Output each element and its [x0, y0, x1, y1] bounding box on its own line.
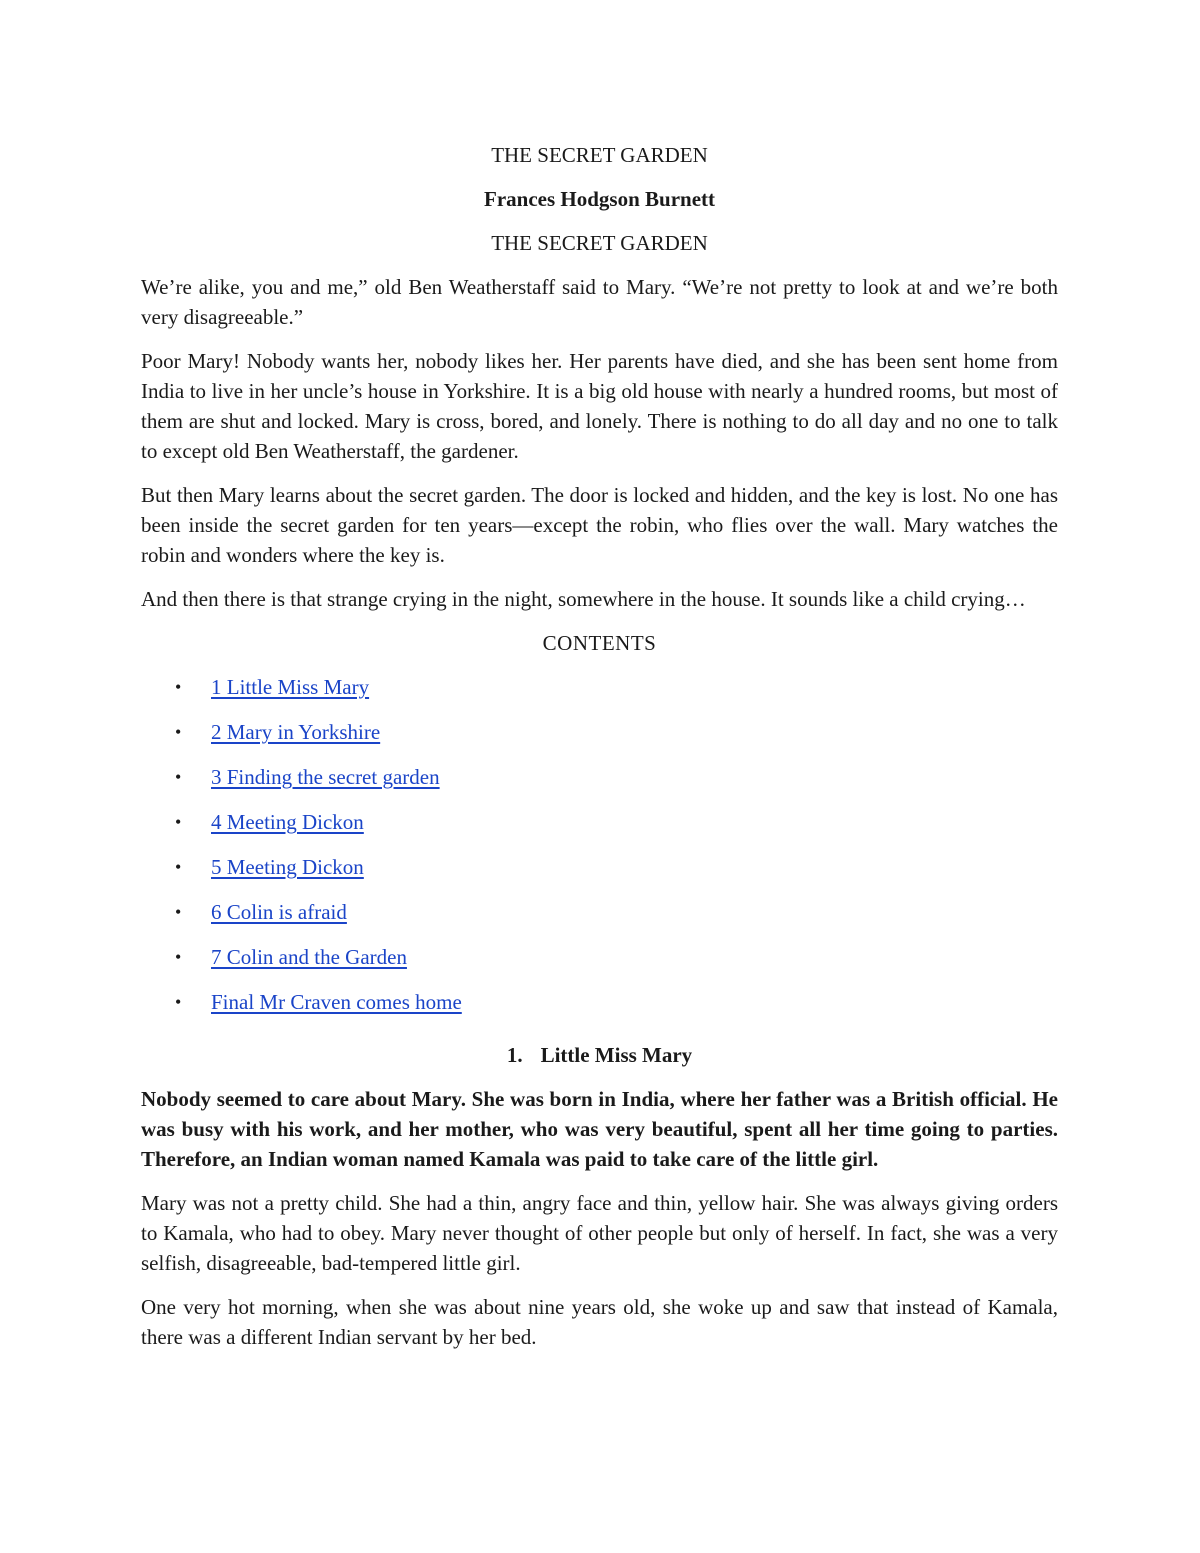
- document-title-repeat: THE SECRET GARDEN: [491, 231, 708, 255]
- chapter-heading: [141, 1040, 1058, 1070]
- toc-item: [141, 987, 1058, 1032]
- bullet-icon: •: [175, 992, 182, 1012]
- chapter-paragraph: Nobody seemed to care about Mary. She was born in India, where her father was a British official. He was busy with his work, and her mother, who was very beautiful, spent all her time going to parties. Therefore, an Indian woman named Kamala was paid to take care of the little girl.: [141, 1087, 1058, 1171]
- chapter-title: Little Miss Mary: [540, 1043, 693, 1067]
- bullet-icon: •: [175, 812, 182, 832]
- chapter-number: 1.: [506, 1043, 523, 1067]
- intro-paragraph: But then Mary learns about the secret garden. The door is locked and hidden, and the key is lost. No one has been inside the secret garden for ten years—except the robin, who flies over the wall. Mary watches the robin and wonders where the key is.: [141, 483, 1058, 567]
- table-of-contents: [141, 672, 1058, 1032]
- document-title: THE SECRET GARDEN: [491, 143, 708, 167]
- bullet-icon: •: [175, 767, 182, 787]
- bullet-icon: •: [175, 947, 182, 967]
- toc-item: [141, 897, 1058, 942]
- intro-paragraph: Poor Mary! Nobody wants her, nobody likes her. Her parents have died, and she has been sent home from India to live in her uncle’s house in Yorkshire. It is a big old house with nearly a hundred rooms, but most of them are shut and locked. Mary is cross, bored, and lonely. There is nothing to do all day and no one to talk to except old Ben Weatherstaff, the gardener.: [141, 349, 1058, 463]
- bullet-icon: •: [175, 857, 182, 877]
- toc-link-chapter-3[interactable]: 3 Finding the secret garden: [211, 765, 440, 789]
- toc-link-final[interactable]: Final Mr Craven comes home: [211, 990, 462, 1014]
- toc-item: [141, 762, 1058, 807]
- document-page: [141, 140, 1058, 1366]
- toc-link-chapter-5[interactable]: 5 Meeting Dickon: [211, 855, 364, 879]
- chapter-paragraph: Mary was not a pretty child. She had a thin, angry face and thin, yellow hair. She was always giving orders to Kamala, who had to obey. Mary never thought of other people but only of herself. In fact, she was a very selfish, disagreeable, bad-tempered little girl.: [141, 1191, 1058, 1275]
- intro-paragraph: We’re alike, you and me,” old Ben Weatherstaff said to Mary. “We’re not pretty to look at and we’re both very disagreeable.”: [141, 275, 1058, 329]
- document-author: Frances Hodgson Burnett: [484, 187, 715, 211]
- bullet-icon: •: [175, 677, 182, 697]
- toc-item: [141, 852, 1058, 897]
- intro-paragraph: And then there is that strange crying in the night, somewhere in the house. It sounds like a child crying…: [141, 587, 1026, 611]
- bullet-icon: •: [175, 722, 182, 742]
- bullet-icon: •: [175, 902, 182, 922]
- toc-item: [141, 942, 1058, 987]
- toc-item: [141, 717, 1058, 762]
- toc-link-chapter-7[interactable]: 7 Colin and the Garden: [211, 945, 407, 969]
- toc-link-chapter-6[interactable]: 6 Colin is afraid: [211, 900, 347, 924]
- chapter-paragraph: One very hot morning, when she was about nine years old, she woke up and saw that instead of Kamala, there was a different Indian servant by her bed.: [141, 1295, 1058, 1349]
- toc-link-chapter-4[interactable]: 4 Meeting Dickon: [211, 810, 364, 834]
- toc-link-chapter-2[interactable]: 2 Mary in Yorkshire: [211, 720, 381, 744]
- toc-link-chapter-1[interactable]: 1 Little Miss Mary: [211, 675, 370, 699]
- contents-heading: CONTENTS: [542, 631, 657, 655]
- toc-item: [141, 807, 1058, 852]
- toc-item: [141, 672, 1058, 717]
